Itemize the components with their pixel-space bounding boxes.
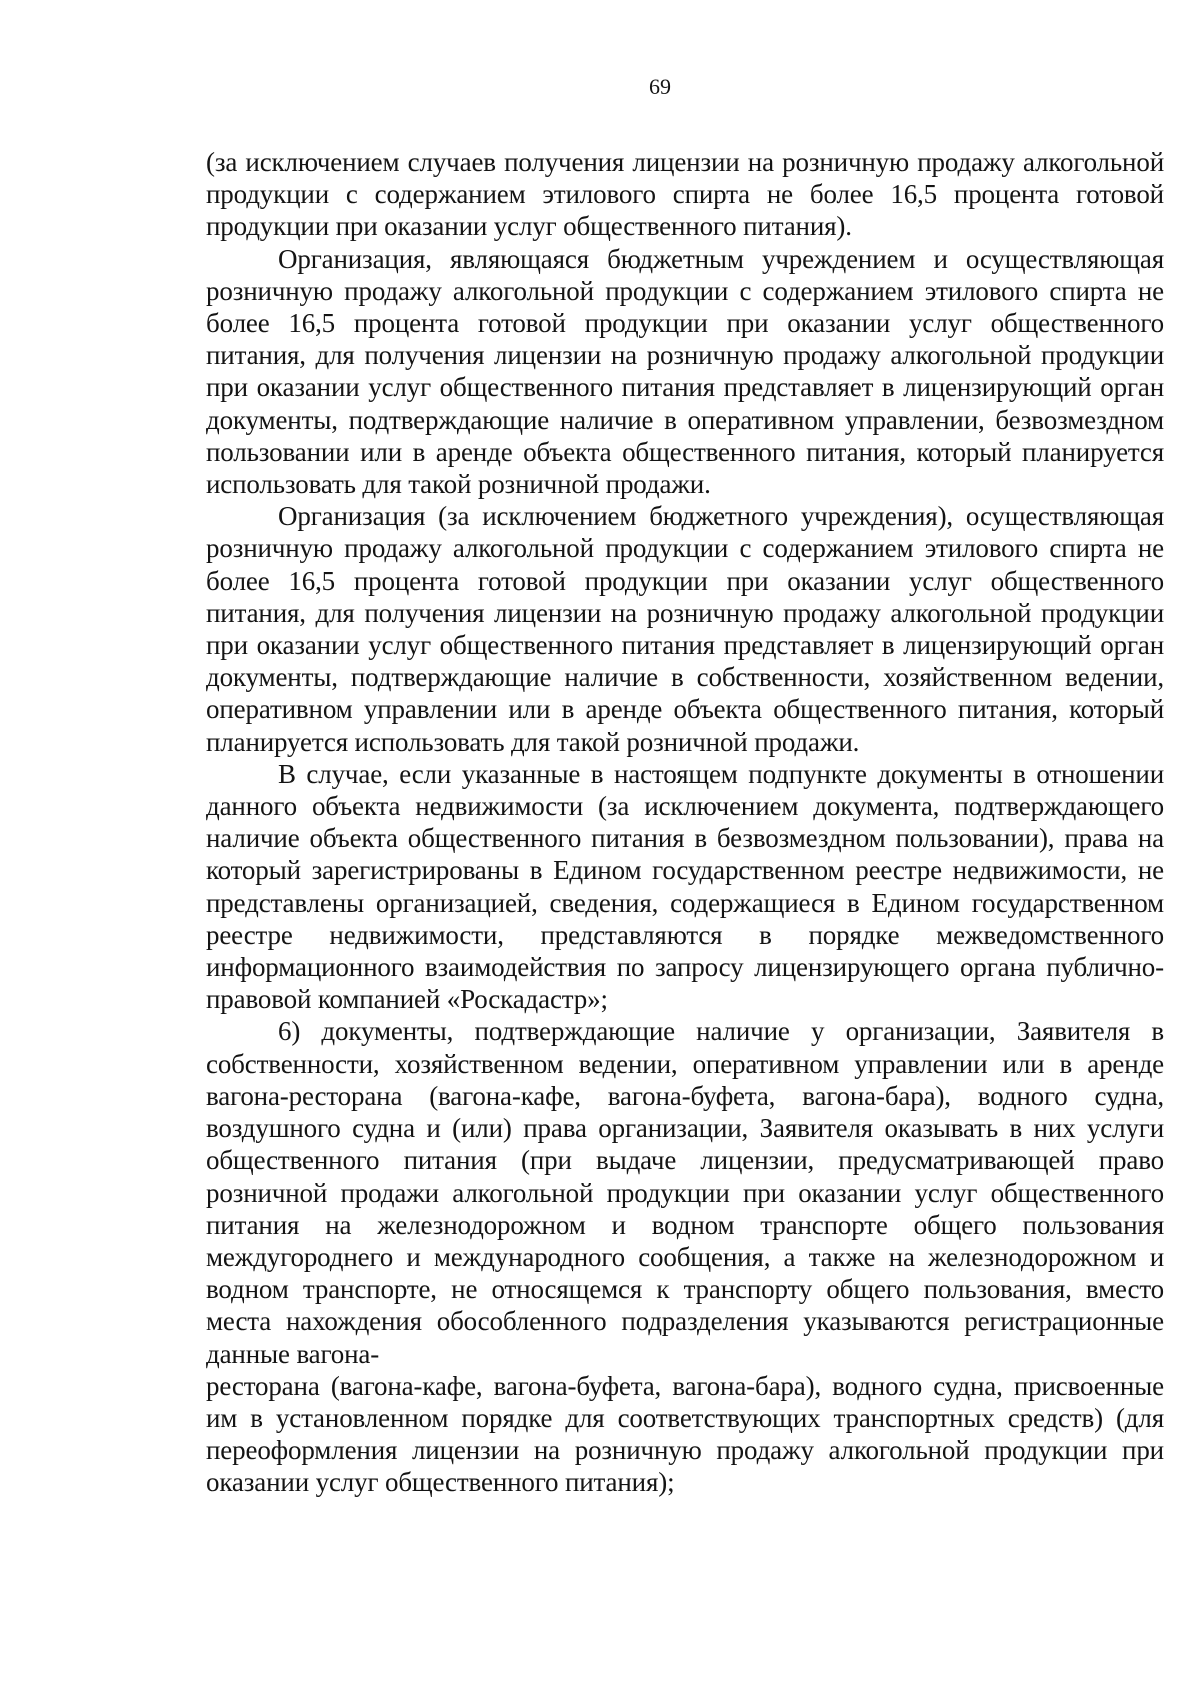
paragraph: (за исключением случаев получения лицензии на розничную продажу алкогольной продукции с содержанием этилового спирта не более 16,5 процента готовой продукции при оказании услуг общественного питания). <box>206 147 1164 242</box>
document-body <box>206 146 1164 1499</box>
paragraph: Организация, являющаяся бюджетным учреждением и осуществляющая розничную продажу алкогольной продукции с содержанием этилового спирта не более 16,5 процента готовой продукции при оказании услуг общественного питания, для получения лицензии на розничную продажу алкогольной продукции при оказании услуг общественного питания представляет в лицензирующий орган документы, подтверждающие наличие в оперативном управлении, безвозмездном пользовании или в аренде объекта общественного питания, который планируется использовать для такой розничной продажи. <box>206 243 1164 500</box>
paragraph: В случае, если указанные в настоящем подпункте документы в отношении данного объекта недвижимости (за исключением документа, подтверждающего наличие объекта общественного питания в безвозмездном пользовании), права на который зарегистрированы в Едином государственном реестре недвижимости, не представлены организацией, сведения, содержащиеся в Едином государственном реестре недвижимости, представляются в порядке межведомственного информационного взаимодействия по запросу лицензирующего органа публично-правовой компанией «Роскадастр»; <box>206 758 1164 1015</box>
paragraph: Организация (за исключением бюджетного учреждения), осуществляющая розничную продажу алкогольной продукции с содержанием этилового спирта не более 16,5 процента готовой продукции при оказании услуг общественного питания, для получения лицензии на розничную продажу алкогольной продукции при оказании услуг общественного питания представляет в лицензирующий орган документы, подтверждающие наличие в собственности, хозяйственном ведении, оперативном управлении или в аренде объекта общественного питания, который планируется использовать для такой розничной продажи. <box>206 501 1164 757</box>
page-number: 69 <box>649 74 671 99</box>
paragraph: 6) документы, подтверждающие наличие у организации, Заявителя в собственности, хозяйственном ведении, оперативном управлении или в аренде вагона-ресторана (вагона-кафе, вагона-буфета, вагона-бара), водного судна, воздушного судна и (или) права организации, Заявителя оказывать в них услуги общественного питания (при выдаче лицензии, предусматривающей право розничной продажи алкогольной продукции при оказании услуг общественного питания на железнодорожном и водном транспорте общего пользования междугороднего и международного сообщения, а также на железнодорожном и водном транспорте, не относящемся к транспорту общего пользования, вместо места нахождения обособленного подразделения указываются регистрационные данные вагона- ресторана (вагона-кафе, вагона-буфета, вагона-бара), водного судна, присвоенные им в установленном порядке для соответствующих транспортных средств) (для переоформления лицензии на розничную продажу алкогольной продукции при оказании услуг общественного питания); <box>206 1016 1164 1498</box>
